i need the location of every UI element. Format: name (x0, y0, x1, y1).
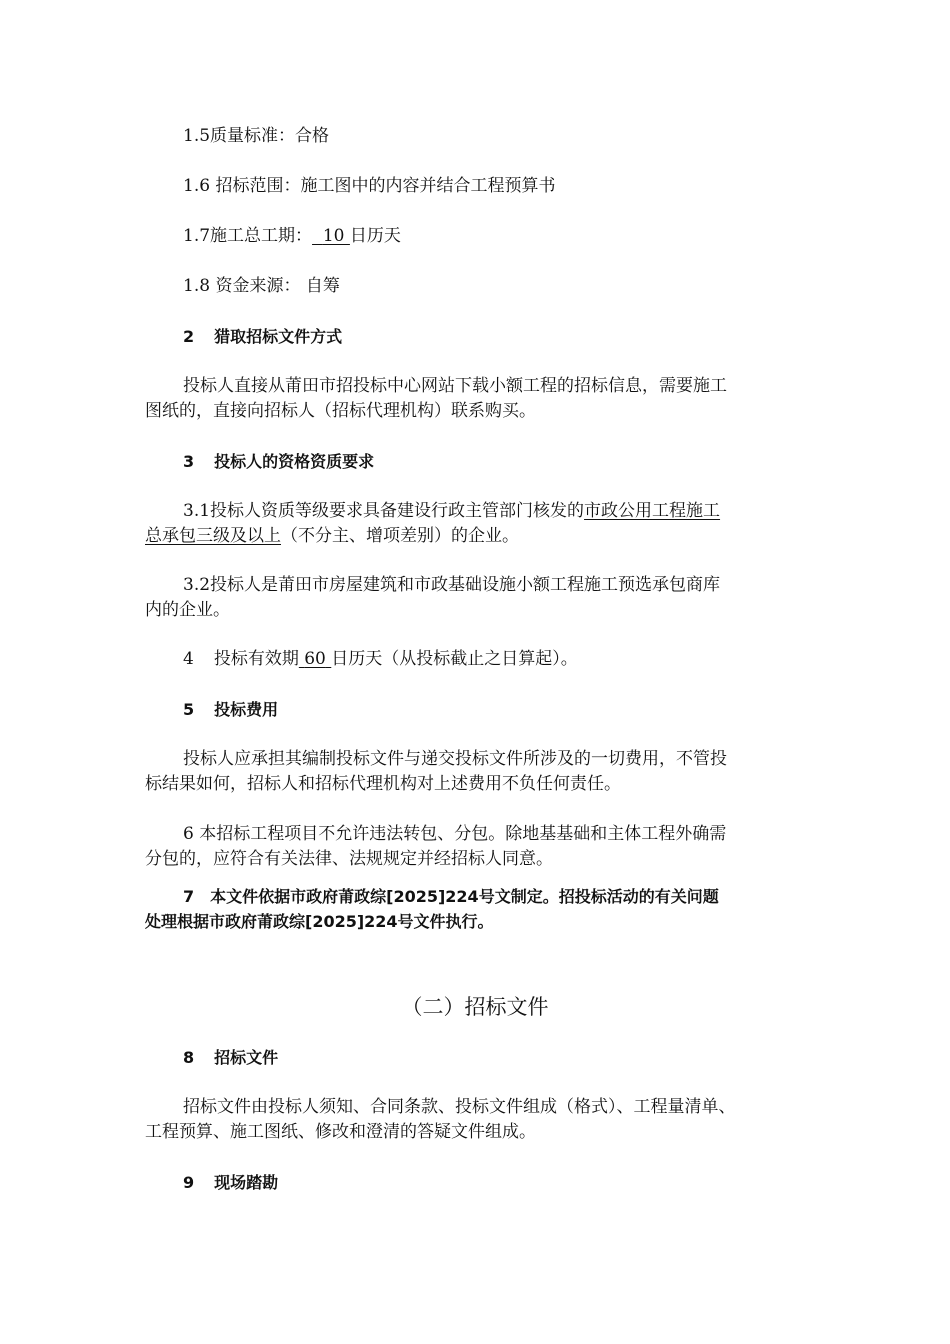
legal-basis-line-1: 7 本文件依据市政府莆政综[2025]224号文制定。招投标活动的有关问题 (183, 887, 719, 906)
obtain-documents-line-1: 投标人直接从莆田市招投标中心网站下载小额工程的招标信息，需要施工 (183, 376, 727, 396)
construction-period-number: 10 (322, 226, 345, 246)
paragraph-tender-scope (145, 174, 848, 199)
section-heading-2 (145, 324, 848, 349)
funding-source-text: 1.8 资金来源： 自筹 (183, 276, 340, 296)
construction-period-label: 1.7施工总工期： (183, 226, 313, 246)
construction-period-value (312, 226, 350, 246)
section-number-2: 2 (183, 327, 195, 346)
section-heading-9 (145, 1170, 848, 1195)
paragraph-qualification-3-2 (145, 573, 810, 623)
qualification-3-2-line-1: 3.2投标人是莆田市房屋建筑和市政基础设施小额工程施工预选承包商库 (183, 575, 721, 595)
tender-documents-line-2: 工程预算、施工图纸、修改和澄清的答疑文件组成。 (145, 1122, 536, 1142)
section-title-5: 投标费用 (214, 700, 279, 719)
section-heading-8 (145, 1045, 848, 1070)
construction-period-unit: 日历天 (349, 226, 401, 246)
qualification-3-1-underlined-1: 市政公用工程施工 (584, 501, 721, 521)
subcontracting-line-1: 6 本招标工程项目不允许违法转包、分包。除地基基础和主体工程外确需 (183, 824, 727, 844)
paragraph-construction-period (145, 224, 848, 249)
section-heading-3 (145, 449, 848, 474)
bid-validity-label: 投标有效期 (213, 649, 299, 669)
paragraph-quality-standard (145, 124, 848, 149)
subcontracting-line-2: 分包的，应符合有关法律、法规规定并经招标人同意。 (145, 849, 553, 869)
bid-validity-suffix: 日历天（从投标截止之日算起）。 (331, 649, 578, 669)
qualification-3-1-prefix: 3.1投标人资质等级要求具备建设行政主管部门核发的 (183, 501, 585, 521)
section-heading-5 (145, 697, 848, 722)
bid-validity-value (299, 649, 331, 669)
obtain-documents-line-2: 图纸的，直接向招标人（招标代理机构）联系购买。 (145, 401, 536, 421)
section-number-8: 8 (183, 1048, 195, 1067)
qualification-3-1-suffix: （不分主、增项差别）的企业。 (281, 526, 519, 546)
section-title-2: 猎取招标文件方式 (214, 327, 343, 346)
section-number-3: 3 (183, 452, 195, 471)
paragraph-bid-costs (145, 747, 810, 797)
paragraph-legal-basis (145, 884, 810, 934)
paragraph-qualification-3-1 (145, 499, 810, 549)
bid-validity-number: 60 (304, 649, 326, 669)
paragraph-bid-validity (145, 647, 848, 672)
section-number-9: 9 (183, 1173, 195, 1192)
qualification-3-1-line-2 (145, 524, 810, 549)
section-heading-tender-documents: （二）招标文件 (401, 995, 549, 1019)
paragraph-tender-documents (145, 1095, 810, 1145)
quality-standard-text: 1.5质量标准：合格 (183, 126, 330, 146)
tender-documents-line-1: 招标文件由投标人须知、合同条款、投标文件组成（格式）、工程量清单、 (183, 1097, 736, 1117)
qualification-3-1-line-1 (145, 499, 810, 524)
paragraph-obtain-documents (145, 374, 810, 424)
paragraph-subcontracting (145, 822, 810, 872)
qualification-3-1-underlined-2: 总承包三级及以上 (145, 526, 281, 546)
bid-costs-line-2: 标结果如何，招标人和招标代理机构对上述费用不负任何责任。 (145, 774, 621, 794)
tender-scope-text: 1.6 招标范围：施工图中的内容并结合工程预算书 (183, 176, 556, 196)
legal-basis-line-2: 处理根据市政府莆政综[2025]224号文件执行。 (145, 912, 494, 931)
bid-costs-line-1: 投标人应承担其编制投标文件与递交投标文件所涉及的一切费用，不管投 (183, 749, 727, 769)
section-number-5: 5 (183, 700, 195, 719)
section-title-8: 招标文件 (214, 1048, 279, 1067)
section-number-4: 4 (183, 649, 194, 669)
section-title-3: 投标人的资格资质要求 (214, 452, 375, 471)
paragraph-funding-source (145, 274, 848, 299)
section-title-9: 现场踏勘 (214, 1173, 279, 1192)
qualification-3-2-line-2: 内的企业。 (145, 600, 230, 620)
